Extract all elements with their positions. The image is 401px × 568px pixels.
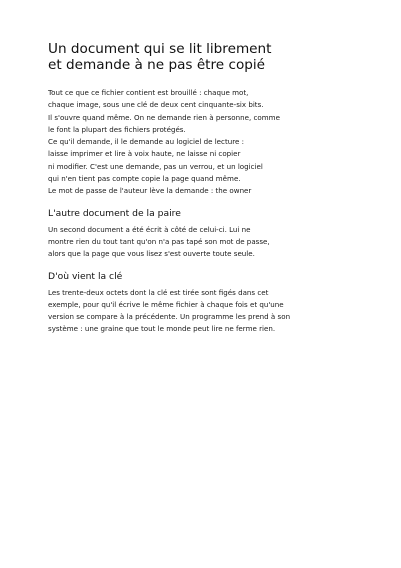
title-line: et demande à ne pas être copié — [48, 57, 266, 73]
text-line: exemple, pour qu'il écrive le même fichier à chaque fois et qu'une — [48, 299, 284, 309]
title-line: Un document qui se lit librement — [48, 41, 272, 57]
intro-paragraph — [48, 87, 361, 198]
text-line: ni modifier. C'est une demande, pas un verrou, et un logiciel — [48, 161, 263, 171]
text-line: alors que la page que vous lisez s'est ouverte toute seule. — [48, 249, 255, 259]
text-line: laisse imprimer et lire à voix haute, ne laisse ni copier — [48, 149, 241, 159]
text-line: Il s'ouvre quand même. On ne demande rien à personne, comme — [48, 112, 280, 122]
section-heading-pair: L'autre document de la paire — [48, 207, 181, 219]
text-line: système : une graine que tout le monde peut lire ne ferme rien. — [48, 324, 276, 334]
text-line: montre rien du tout tant qu'on n'a pas tapé son mot de passe, — [48, 236, 270, 246]
text-line: Un second document a été écrit à côté de celui-ci. Lui ne — [48, 224, 251, 234]
section-paragraph-key — [48, 287, 361, 336]
text-line: qui n'en tient pas compte copie la page quand même. — [48, 174, 241, 184]
text-line: Ce qu'il demande, il le demande au logiciel de lecture : — [48, 137, 244, 147]
text-line: Tout ce que ce fichier contient est brouillé : chaque mot, — [48, 88, 249, 97]
section-paragraph-pair — [48, 224, 361, 261]
text-line: chaque image, sous une clé de deux cent cinquante-six bits. — [48, 100, 264, 110]
document-title — [48, 41, 361, 73]
text-line: le font la plupart des fichiers protégés. — [48, 124, 186, 134]
text-line: version se compare à la précédente. Un programme les prend à son — [48, 312, 291, 322]
section-heading-key: D'où vient la clé — [48, 270, 123, 282]
text-line: Les trente-deux octets dont la clé est tirée sont figés dans cet — [48, 287, 269, 297]
text-line: Le mot de passe de l'auteur lève la demande : the owner — [48, 186, 252, 196]
